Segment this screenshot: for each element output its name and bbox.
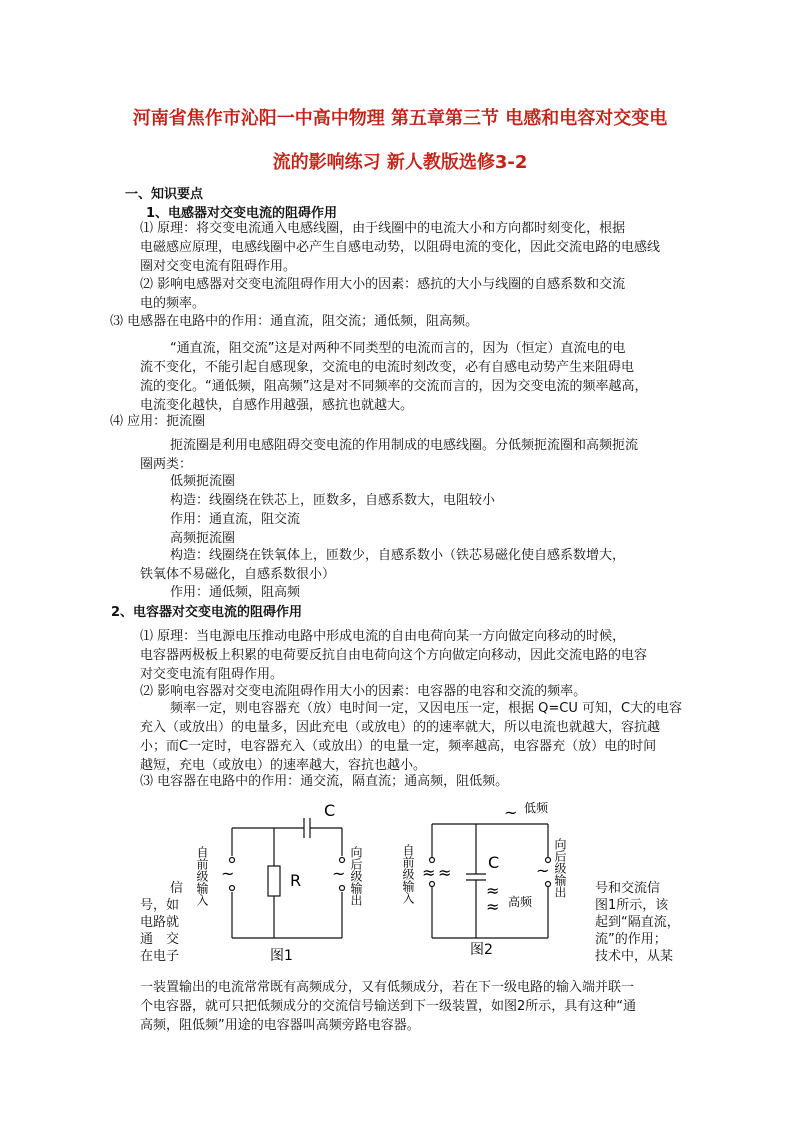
double-wave-symbol: ≈	[486, 881, 500, 900]
text-line: 号，如	[140, 898, 180, 913]
text-line: 一装置输出的电流常常既有高频成分，又有低频成分，若在下一级电路的输入端并联一	[140, 980, 635, 995]
text-line: 流的变化。“通低频，阻高频”这是对不同频率的交流而言的，因为交变电流的频率越高，	[140, 379, 648, 394]
text-line: 电的频率。	[140, 296, 206, 311]
text-line: 小；而C一定时，电容器充入（或放出）的电量一定，频率越高，电容器充（放）电的时间	[140, 739, 657, 754]
text-line: 扼流圈是利用电感阻碍交变电流的作用制成的电感线圈。分低频扼流圈和高频扼流	[170, 438, 639, 453]
paragraph-high-choke-role	[170, 583, 300, 602]
text-line: 号和交流信	[595, 881, 661, 896]
text-line: 作用：通低频，阻高频	[170, 585, 301, 600]
text-line: 铁氧体不易磁化，自感系数很小）	[140, 567, 336, 582]
text-line: 流不变化，不能引起自感现象，交流电的电流时刻改变，必有自感电动势产生来阻碍电	[140, 360, 635, 375]
figure-1-circuit	[192, 796, 382, 964]
paragraph-factors	[140, 275, 625, 313]
text-line: 信	[170, 881, 184, 896]
text-line: 流”的作用；	[595, 932, 667, 947]
output-label: 向后级输出	[349, 846, 363, 906]
double-wave-symbol: ≈	[438, 863, 452, 882]
text-line: 电容器两极板上积累的电荷要反抗自由电荷向这个方向做定向移动，因此交流电路的电容	[140, 648, 648, 663]
paragraph-bypass	[140, 978, 636, 1035]
text-line: ⑶ 电感器在电路中的作用：通直流，阻交流；通低频，阻高频。	[110, 314, 479, 329]
section-heading: 一、知识要点	[125, 187, 204, 202]
page-title-line2: 流的影响练习 新人教版选修3-2	[272, 152, 528, 173]
text-line: 作用：通直流，阻交流	[170, 512, 301, 527]
wave-symbol: ~	[536, 861, 550, 880]
paragraph-cap-role	[140, 772, 508, 791]
text-line: “通直流，阻交流”这是对两种不同类型的电流而言的，因为（恒定）直流电的电	[170, 341, 626, 356]
text-line: 频率一定，则电容器充（放）电时间一定，又因电压一定，根据 Q=CU 可知，C大的电容	[170, 701, 683, 716]
text-line: 圈两类：	[140, 457, 193, 472]
text-line: 圈对交变电流有阻碍作用。	[140, 259, 297, 274]
text-line: 电路就	[140, 915, 180, 930]
paragraph-application	[110, 412, 205, 431]
paragraph-choke	[140, 436, 638, 474]
text-line: ⑶ 电容器在电路中的作用：通交流，隔直流；通高频，阻低频。	[140, 774, 509, 789]
text-line: 高频，阻低频”用途的电容器叫高频旁路电容器。	[140, 1018, 420, 1033]
paragraph-cap-explanation	[140, 699, 682, 775]
text-line: ⑴ 原理：将交变电流通入电感线圈，由于线圈中的电流大小和方向都时刻变化，根据	[140, 221, 626, 236]
text-line: 图1所示，该	[595, 898, 669, 913]
capacitor-label: C	[488, 853, 500, 872]
figure-2-circuit	[400, 796, 590, 964]
text-line: 高频扼流圈	[170, 531, 236, 546]
paragraph-cap-principle	[140, 627, 647, 684]
wave-symbol: ~	[504, 803, 518, 822]
text-line: 通 交	[140, 932, 180, 947]
text-line: 越短，充电（或放电）的速率越大，容抗也越小。	[140, 758, 427, 773]
input-label: 自前级输入	[401, 844, 415, 904]
paragraph-principle	[140, 219, 660, 276]
wave-symbol: ~	[332, 864, 346, 883]
paragraph-high-choke	[140, 546, 625, 584]
figure-caption: 图2	[470, 942, 493, 958]
text-line: ⑵ 影响电感器对交变电流阻碍作用大小的因素：感抗的大小与线圈的自感系数和交流	[140, 277, 626, 292]
figure-caption: 图1	[270, 948, 293, 964]
text-line: 起到“隔直流，	[595, 915, 680, 930]
text-line: 低频扼流圈	[170, 474, 236, 489]
text-line: 构造：线圈绕在铁芯上，匝数多，自感系数大，电阻较小	[170, 493, 496, 508]
subsection-capacitor: 2、电容器对交变电流的阻碍作用	[111, 605, 303, 620]
text-line: 个电容器，就可只把低频成分的交流信号输送到下一级装置，如图2所示，具有这种“通	[140, 999, 637, 1014]
input-label: 自前级输入	[195, 846, 209, 906]
text-line: ⑵ 影响电容器对交变电流阻碍作用大小的因素：电容器的电容和交流的频率。	[140, 684, 587, 699]
paragraph-explanation	[140, 339, 647, 415]
right-side-text	[595, 880, 687, 965]
capacitor-label: C	[324, 801, 336, 820]
text-line: 充入（或放出）的电量多，因此充电（或放电）的的速率就大，所以电流也就越大，容抗越	[140, 720, 661, 735]
text-line: ⑷ 应用：扼流圈	[110, 414, 206, 429]
left-side-text	[140, 880, 190, 965]
text-line: 对交变电流有阻碍作用。	[140, 667, 284, 682]
text-line: 构造：线圈绕在铁氧体上，匝数少，自感系数小（铁芯易磁化使自感系数增大，	[170, 548, 626, 563]
paragraph-low-choke	[170, 472, 495, 548]
double-wave-symbol: ≈	[422, 863, 436, 882]
output-label: 向后级输出	[553, 838, 567, 898]
double-wave-symbol: ≈	[486, 897, 500, 916]
wave-symbol: ~	[221, 864, 235, 883]
resistor-label: R	[290, 871, 302, 890]
low-frequency-label: 低频	[524, 801, 549, 815]
high-frequency-label: 高频	[508, 895, 533, 909]
text-line: 电流变化越快，自感作用越强，感抗也就越大。	[140, 398, 414, 413]
text-line: 在电子	[140, 949, 180, 964]
page-title-line1: 河南省焦作市沁阳一中高中物理 第五章第三节 电感和电容对交变电	[132, 108, 668, 129]
subsection-inductor: 1、电感器对交变电流的阻碍作用	[146, 206, 338, 221]
text-line: 电磁感应原理，电感线圈中必产生自感电动势，以阻碍电流的变化，因此交流电路的电感线	[140, 240, 661, 255]
text-line: ⑴ 原理：当电源电压推动电路中形成电流的自由电荷向某一方向做定向移动的时候，	[140, 629, 626, 644]
paragraph-role	[110, 312, 478, 331]
text-line: 技术中，从某	[595, 949, 674, 964]
